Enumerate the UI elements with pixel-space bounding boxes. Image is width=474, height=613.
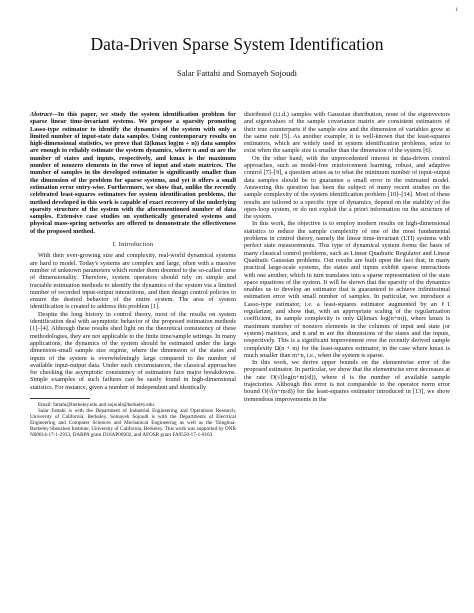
paper-title: Data-Driven Sparse System Identification — [90, 34, 384, 54]
footnote-affiliation: Salar Fattahi is with the Department of Industrial Engineering and Operations Research, University of California, Berkeley. Somayeh Sojoudi is with the Departments of Electrical Engineering and Computer Sciences and Mechanical Engineering as well as the Tsinghua-Berkeley Shenzhen Institute, University of California, Berkeley. This work was supported by ONR N00014-17-1-2933, DARPA grant D16AP00002, and AFOSR grant FA9550-17-1-0163. — [30, 408, 236, 439]
intro-paragraph-2: Despite the long history in control theory, most of the results on system identification deal with asymptotic behavior of the proposed estimation methods [1]–[4]. Although these results shed light on the theoretical consistency of these methodologies, they are not applicable to the finite time/sample settings. In many applications, the dynamics of the system should be estimated under the large dimension-small sample size regime, where the dimension of the states and inputs of the system is overwhelmingly large compared to the number of available input-output data. Under such circumstances, the classical approaches for checking the asymptotic consistency of estimators face major breakdowns. Simple examples of such failures can be easily found in high-dimensional statistics. For instance, given a number of independent and identically — [30, 310, 236, 391]
intro-paragraph-5: In this work, the objective is to employ modern results on high-dimensional statistics to reduce the sample complexity of one of the most fundamental problems in control theory, namely the linear time-invariant (LTI) systems with perfect state measurements. This type of dynamical system forms the basis of many classical control problems, such as Linear Quadratic Regulator and Linear Quadratic Gaussian problems. Our results are built upon the fact that, in many practical large-scale systems, the states and inputs exhibit sparse interactions with one another, which in turn translates into a sparse representation of the state space equations of the system. It will be shown that the sparsity of the dynamics enables us to develop an estimator that is guaranteed to achieve infinitesimal estimation error with small number of samples. In particular, we introduce a Lasso-type estimator, i.e. a least-squares estimator augmented by an ℓ1 regularizer, and show that, with an appropriate scaling of the regularization coefficient, its sample complexity is only Ω(kmax log(n+m)), where kmax is maximum number of nonzero elements in the columns of input and state (or system) matrices, and n and m are the dimensions of the states and the inputs, respectively. This is a significant improvement over the recently derived sample complexity Ω(n + m) for the least-squares estimator, in the case where kmax is much smaller than m+n, i.e., when the system is sparse. — [244, 220, 450, 359]
page-number: 1 — [455, 8, 458, 13]
intro-paragraph-1: With their ever-growing size and complexity, real-world dynamical systems are hard to model. Today's systems are complex and large, often with a massive number of unknown parameters which render them doomed to the so-called curse of dimensionality. Therefore, system operators should rely on simple and tractable estimation methods to identify the dynamics of the system via a limited number of recorded input-output interactions, and then design control policies to ensure the desired behavior of the entire system. The area of system identification is created to address this problem [1]. — [30, 252, 236, 311]
footnote-divider — [30, 398, 90, 399]
paper-authors: Salar Fattahi and Somayeh Sojoudi — [177, 68, 297, 78]
footnote-email: Email: fattahi@berkeley.edu and sojoudi@berkeley.edu. — [38, 401, 156, 408]
footnotes — [30, 402, 236, 439]
intro-paragraph-4: On the other hand, with the unprecedented interest in data-driven control approaches, such as model-free reinforcement learning, robust, and adaptive control [7]–[9], a question arises as to what the minimum number of input-output data samples should be to guarantee a small error in the estimated model. Answering this question has been the subject of many recent studies on the sample complexity of the system identification problem [10]–[14]. Most of these results are tailored to a specific type of dynamics, depend on the stability of the open-loop system, or do not exploit the a priori information on the structure of the system. — [244, 154, 450, 221]
abstract — [30, 111, 236, 235]
intro-paragraph-3: distributed (i.i.d.) samples with Gaussian distribution, none of the eigenvectors and eigenvalues of the sample covariance matrix are consistent estimators of their true counterparts if the sample size and the dimension of variables grow at the same rate [5]. As another example, it is well-known that the least-squares estimators, which are widely used in system identification problems, seize to exist when the sample size is smaller than the dimension of the system [6]. — [244, 111, 450, 155]
abstract-lead: Abstract — [30, 111, 52, 118]
intro-paragraph-6: In this work, we derive upper bounds on the elementwise error of the proposed estimator. In particular, we show that the elementwise error decreases at the rate O(√(log(n+m)/d)), where d is the number of available sample trajectories. Although this error is not comparable to the operator norm error bound O(√(n+m/d)) for the least-squares estimator introduced in [13], we show tremendous improvements in the — [244, 359, 450, 403]
right-column — [244, 111, 450, 403]
abstract-text: —In this paper, we study the system identification problem for sparse linear time-invariant systems. We propose a sparsity promoting Lasso-type estimator to identify the dynamics of the system with only a limited number of input-state data samples. Using contemporary results on high-dimensional statistics, we prove that Ω(kmax log(m + n)) data samples are enough to reliably estimate the system dynamics, where n and m are the number of states and inputs, respectively, and kmax is the maximum number of nonzero elements in the rows of input and state matrices. The number of samples in the developed estimator is significantly smaller than the dimension of the problem for sparse systems, and yet it offers a small estimation error entry-wise. Furthermore, we show that, unlike the recently celebrated least-squares estimators for system identification problems, the method developed in this work is capable of exact recovery of the underlying sparsity structure of the system with the aforementioned number of data samples. Extensive case studies on synthetically generated systems and physical mass-spring networks are offered to demonstrate the effectiveness of the proposed method. — [30, 111, 236, 235]
section-heading-introduction: I. Introduction — [112, 241, 154, 249]
left-column — [30, 111, 236, 439]
